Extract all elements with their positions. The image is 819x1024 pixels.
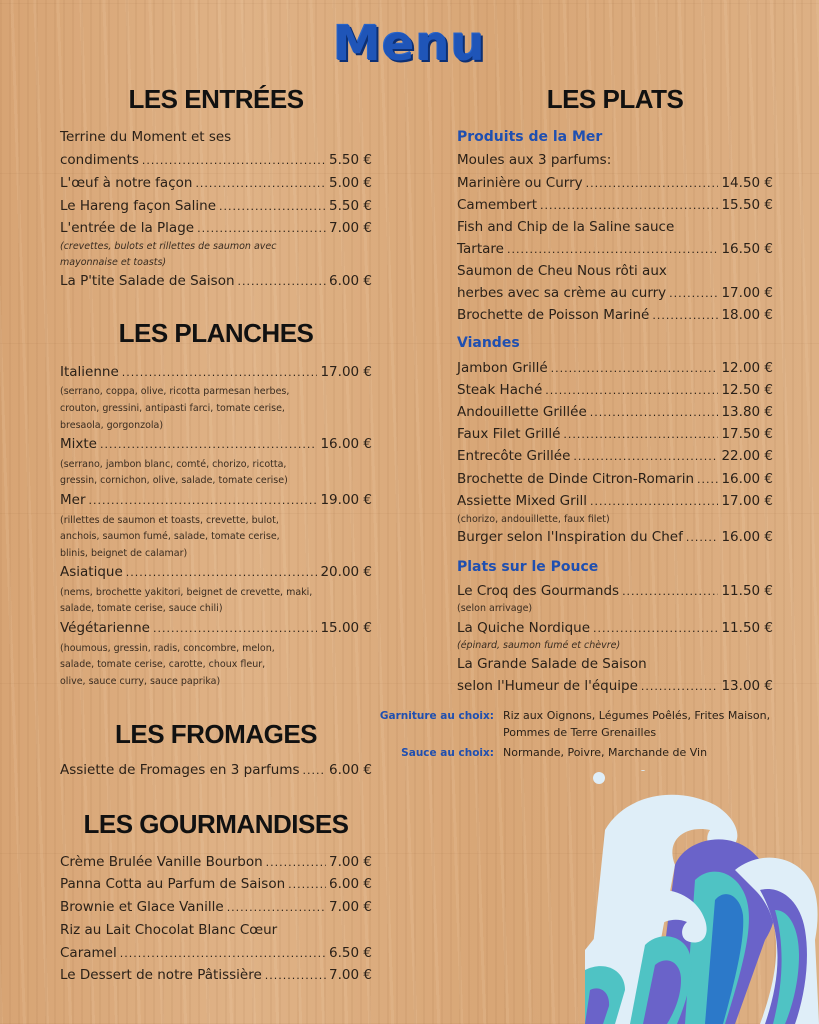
menu-item: Assiette de Fromages en 3 parfums ..... 6.00 €: [60, 761, 372, 780]
section-heading-gourmandises: LES GOURMANDISES: [83, 809, 349, 839]
item-note: olive, sauce curry, sauce paprika): [60, 676, 221, 687]
item-note: anchois, saumon fumé, salade, tomate cerise,: [60, 531, 280, 542]
menu-item: Andouillette Grillée ..... 13.80 €: [457, 403, 773, 422]
menu-title: Menu: [333, 16, 486, 72]
sauce-label: Sauce au choix:: [401, 747, 494, 759]
garniture-label: Garniture au choix:: [379, 710, 494, 722]
menu-item: Brochette de Dinde Citron-Romarin ..... 16.00 €: [457, 470, 773, 489]
section-heading-plats: LES PLATS: [546, 84, 684, 114]
menu-item: Faux Filet Grillé ..... 17.50 €: [457, 425, 773, 444]
subheading-viandes: Viandes: [457, 335, 520, 351]
item-note: bresaola, gorgonzola): [60, 420, 164, 431]
item-note: mayonnaise et toasts): [60, 257, 167, 268]
section-heading-entrees: LES ENTRÉES: [128, 84, 304, 114]
menu-item: Le Croq des Gourmands ..... 11.50 €: [457, 582, 773, 601]
item-note: (serrano, jambon blanc, comté, chorizo, ricotta,: [60, 459, 287, 470]
item-note: salade, tomate cerise, carotte, choux fleur,: [60, 659, 266, 670]
menu-item: Le Hareng façon Saline ..... 5.50 €: [60, 197, 372, 216]
menu-item: condiments ..... 5.50 €: [60, 151, 372, 170]
item-note: (selon arrivage): [457, 603, 533, 614]
item-note: blinis, beignet de calamar): [60, 548, 188, 559]
item-note: (rillettes de saumon et toasts, crevette, bulot,: [60, 515, 279, 526]
menu-item: Italienne ..... 17.00 €: [60, 363, 372, 382]
item-note: (nems, brochette yakitori, beignet de crevette, maki,: [60, 587, 313, 598]
menu-item: La Quiche Nordique ..... 11.50 €: [457, 619, 773, 638]
menu-item: selon l'Humeur de l'équipe ..... 13.00 €: [457, 677, 773, 696]
garniture-text: Pommes de Terre Grenailles: [503, 726, 657, 739]
menu-item: Caramel ..... 6.50 €: [60, 944, 372, 963]
menu-item: Végétarienne ..... 15.00 €: [60, 619, 372, 638]
menu-item: La P'tite Salade de Saison ..... 6.00 €: [60, 272, 372, 291]
menu-item: Camembert ..... 15.50 €: [457, 196, 773, 215]
menu-item: herbes avec sa crème au curry ..... 17.00 €: [457, 284, 773, 303]
item-note: salade, tomate cerise, sauce chili): [60, 603, 223, 614]
item-note: crouton, gressini, antipasti farci, tomate cerise,: [60, 403, 285, 414]
item-note: (épinard, saumon fumé et chèvre): [457, 640, 621, 651]
menu-item-line: Riz au Lait Chocolat Blanc Cœur: [60, 922, 278, 938]
menu-item-line: Moules aux 3 parfums:: [457, 152, 612, 168]
item-note: (serrano, coppa, olive, ricotta parmesan herbes,: [60, 386, 290, 397]
menu-item: L'œuf à notre façon ..... 5.00 €: [60, 174, 372, 193]
menu-item: Le Dessert de notre Pâtissière ..... 7.00 €: [60, 966, 372, 985]
menu-item: Mixte ..... 16.00 €: [60, 435, 372, 454]
sauce-text: Normande, Poivre, Marchande de Vin: [503, 746, 708, 759]
menu-item: L'entrée de la Plage ..... 7.00 €: [60, 219, 372, 238]
menu-item: Mer ..... 19.00 €: [60, 491, 372, 510]
subheading-plats-pouce: Plats sur le Pouce: [457, 559, 599, 575]
menu-item: Asiatique ..... 20.00 €: [60, 563, 372, 582]
menu-item-line: Saumon de Cheu Nous rôti aux: [457, 263, 667, 279]
menu-item: Assiette Mixed Grill ..... 17.00 €: [457, 492, 773, 511]
menu-item-line: Terrine du Moment et ses: [60, 129, 232, 145]
subheading-produits-mer: Produits de la Mer: [457, 129, 603, 145]
garniture-text: Riz aux Oignons, Légumes Poêlés, Frites Maison,: [503, 709, 771, 722]
menu-item: Entrecôte Grillée ..... 22.00 €: [457, 447, 773, 466]
menu-item: Brownie et Glace Vanille ..... 7.00 €: [60, 898, 372, 917]
menu-item: Brochette de Poisson Mariné ..... 18.00 €: [457, 306, 773, 325]
menu-item-line: Fish and Chip de la Saline sauce: [457, 219, 675, 235]
menu-item: Steak Haché ..... 12.50 €: [457, 381, 773, 400]
menu-item: Tartare ..... 16.50 €: [457, 240, 773, 259]
section-heading-planches: LES PLANCHES: [118, 318, 314, 348]
menu-item: Jambon Grillé ..... 12.00 €: [457, 359, 773, 378]
menu-item: Crème Brulée Vanille Bourbon ..... 7.00 €: [60, 853, 372, 872]
item-note: (houmous, gressin, radis, concombre, melon,: [60, 643, 275, 654]
menu-item: Burger selon l'Inspiration du Chef ..... 16.00 €: [457, 528, 773, 547]
menu-item: Panna Cotta au Parfum de Saison ..... 6.00 €: [60, 875, 372, 894]
section-heading-fromages: LES FROMAGES: [114, 719, 317, 749]
wave-illustration: [585, 770, 819, 1024]
item-note: (chorizo, andouillette, faux filet): [457, 514, 610, 525]
item-note: gressin, cornichon, olive, salade, tomate cerise): [60, 475, 288, 486]
menu-item-line: La Grande Salade de Saison: [457, 656, 647, 672]
item-note: (crevettes, bulots et rillettes de saumon avec: [60, 241, 277, 252]
menu-item: Marinière ou Curry ..... 14.50 €: [457, 174, 773, 193]
